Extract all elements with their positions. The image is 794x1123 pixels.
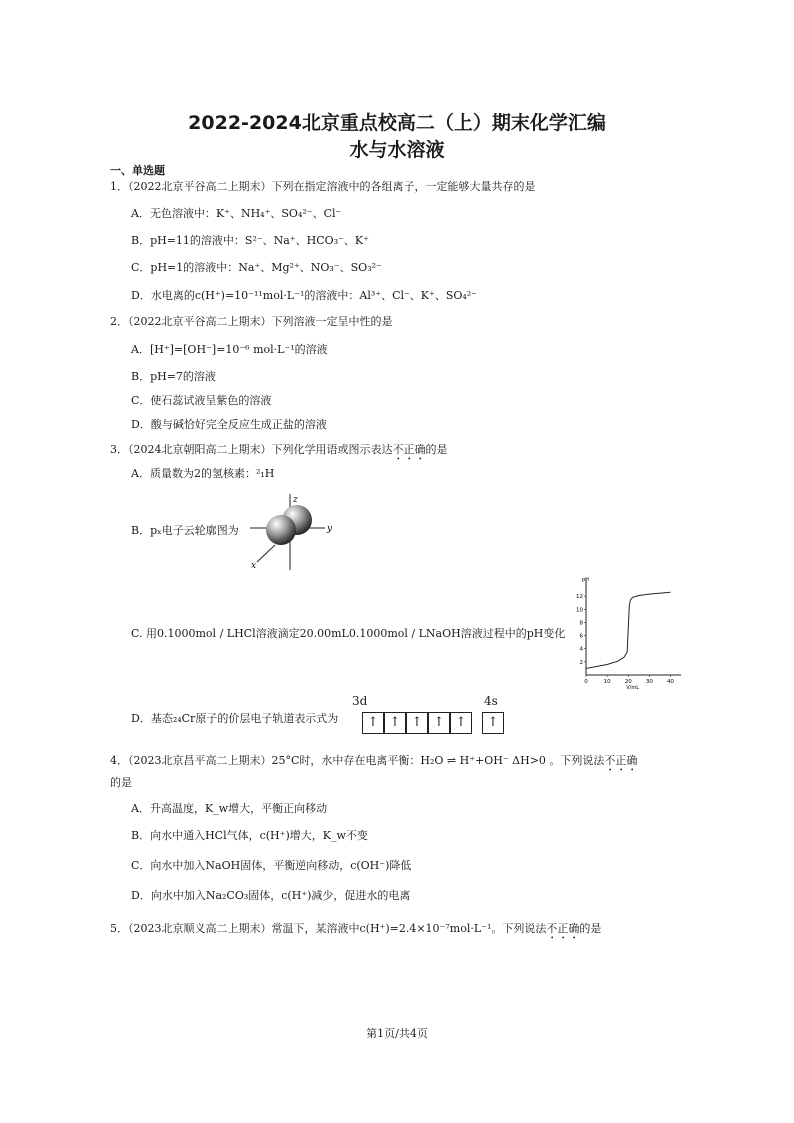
y-tick-label: 8 [579, 620, 583, 627]
section-heading: 一、单选题 [110, 164, 165, 177]
orbital-label-4s: 4s [484, 694, 498, 708]
chart-ticks [576, 594, 674, 685]
x-tick-label: 10 [603, 679, 611, 685]
question-3-option-b: B．pₓ电子云轮廓图为 [131, 524, 239, 537]
question-4-stem [110, 752, 637, 774]
question-3-stem-emphasis: 不正确 [392, 443, 426, 456]
axis-label-y: y [327, 524, 333, 534]
y-tick-label: 12 [576, 594, 583, 601]
question-4-option-a: A．升高温度，K_w增大，平衡正向移动 [131, 802, 328, 815]
orbital-box-3d-4: ↑ [428, 712, 450, 734]
question-4-stem-pre: 4．（2023北京昌平高二上期末）25°C时，水中存在电离平衡：H₂O ⇌ H⁺+OH⁻ ΔH>0 。下列说法 [110, 754, 605, 767]
question-5-stem [110, 920, 601, 942]
question-5-stem-emphasis: 不正确 [546, 922, 580, 935]
orbital-box-3d-1: ↑ [362, 712, 384, 734]
orbital-lobe-front [266, 515, 296, 545]
question-2-option-d: D．酸与碱恰好完全反应生成正盐的溶液 [131, 418, 327, 431]
x-tick-label: 30 [645, 679, 653, 685]
question-2-option-c: C．使石蕊试液呈紫色的溶液 [131, 394, 272, 407]
question-3-option-d: D．基态₂₄Cr原子的价层电子轨道表示式为 [131, 712, 339, 725]
page-subtitle: 水与水溶液 [349, 139, 445, 161]
x-axis-line [257, 545, 275, 562]
question-4-option-d: D．向水中加入Na₂CO₃固体，c(H⁺)减少，促进水的电离 [131, 889, 411, 902]
question-2-option-a: A．[H⁺]=[OH⁻]=10⁻⁶ mol·L⁻¹的溶液 [131, 343, 328, 356]
question-2-option-b: B．pH=7的溶液 [131, 370, 216, 383]
orbital-box-3d-3: ↑ [406, 712, 428, 734]
cr-orbital-diagram [362, 712, 504, 734]
orbital-label-3d: 3d [352, 694, 368, 708]
question-1-option-a: A．无色溶液中：K⁺、NH₄⁺、SO₄²⁻、Cl⁻ [131, 207, 342, 220]
question-2-stem: 2．（2022北京平谷高二上期末）下列溶液一定呈中性的是 [110, 315, 393, 328]
y-tick-label: 4 [579, 646, 583, 653]
question-5-stem-pre: 5．（2023北京顺义高二上期末）常温下，某溶液中c(H⁺)=2.4×10⁻⁷mol·L⁻¹。下列说法 [110, 922, 547, 935]
question-4-option-c: C．向水中加入NaOH固体，平衡逆向移动，c(OH⁻)降低 [131, 859, 412, 872]
question-1-option-b: B．pH=11的溶液中：S²⁻、Na⁺、HCO₃⁻、K⁺ [131, 234, 369, 247]
chart-series [586, 592, 670, 668]
question-1-option-c: C．pH=1的溶液中：Na⁺、Mg²⁺、NO₃⁻、SO₃²⁻ [131, 261, 382, 274]
question-4-option-b: B．向水中通入HCl气体，c(H⁺)增大，K_w不变 [131, 829, 368, 842]
question-3-stem-pre: 3．（2024北京朝阳高二上期末）下列化学用语或图示表达 [110, 443, 393, 456]
question-4-stem-line2: 的是 [110, 776, 132, 789]
page-footer: 第1页/共4页 [366, 1027, 428, 1040]
axis-label-x: x [251, 561, 257, 571]
orbital-gap [472, 712, 482, 734]
question-3-stem [110, 441, 448, 463]
px-orbital-diagram [245, 490, 395, 580]
x-axis-label: V/mL [626, 685, 639, 690]
y-tick-label: 6 [579, 633, 583, 640]
x-tick-label: 40 [666, 679, 674, 685]
orbital-box-3d-2: ↑ [384, 712, 406, 734]
question-3-option-c: C. 用0.1000mol / LHCl溶液滴定20.00mL0.1000mol / LNaOH溶液过程中的pH变化 [131, 627, 566, 640]
titration-ph-chart [568, 575, 688, 690]
y-axis-label: pH [582, 577, 589, 583]
axis-label-z: z [293, 495, 298, 505]
page-title: 2022-2024北京重点校高二（上）期末化学汇编 [188, 112, 606, 134]
orbital-box-3d-5: ↑ [450, 712, 472, 734]
y-tick-label: 10 [576, 607, 583, 614]
question-1-stem: 1．（2022北京平谷高二上期末）下列在指定溶液中的各组离子，一定能够大量共存的是 [110, 180, 536, 193]
x-tick-label: 20 [624, 679, 632, 685]
question-5-stem-post: 的是 [579, 922, 602, 935]
y-tick-label: 2 [579, 659, 583, 666]
orbital-box-4s: ↑ [482, 712, 504, 734]
x-tick-label: 0 [584, 679, 588, 685]
question-4-stem-emphasis: 不正确 [604, 754, 638, 767]
question-3-stem-post: 的是 [425, 443, 448, 456]
question-3-option-a: A．质量数为2的氢核素：²₁H [131, 467, 275, 480]
ph-curve [586, 592, 670, 668]
question-1-option-d: D．水电离的c(H⁺)=10⁻¹¹mol·L⁻¹的溶液中：Al³⁺、Cl⁻、K⁺、SO₄²⁻ [131, 289, 478, 302]
